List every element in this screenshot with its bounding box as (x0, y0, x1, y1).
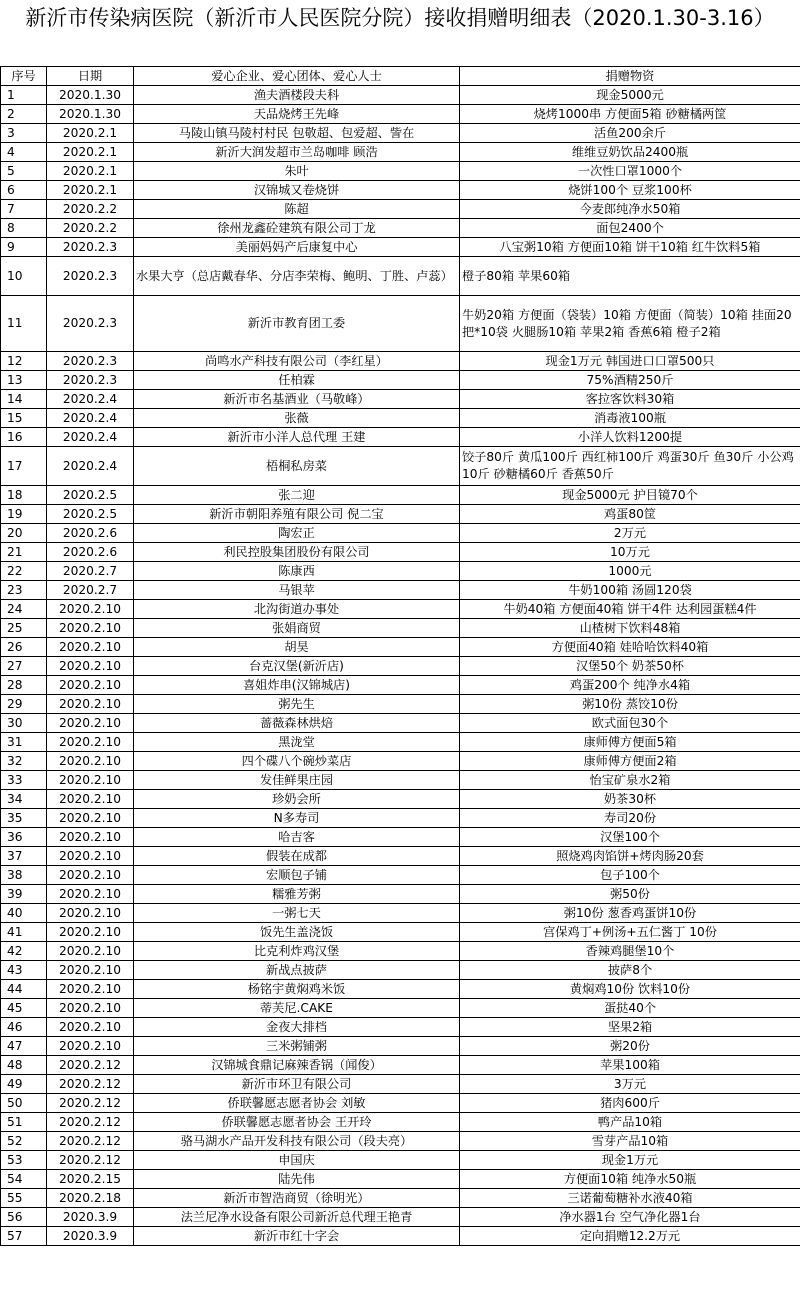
row-items: 1000元 (460, 562, 800, 581)
row-items: 包子100个 (460, 866, 800, 885)
row-donor: 渔夫酒楼段夫科 (134, 86, 460, 105)
row-items: 方便面40箱 娃哈哈饮料40箱 (460, 638, 800, 657)
row-index: 22 (1, 562, 47, 581)
row-items: 现金1万元 韩国进口口罩500只 (460, 352, 800, 371)
row-donor: 黑泷堂 (134, 733, 460, 752)
table-row (1, 390, 800, 409)
row-items: 三诺葡萄糖补水液40箱 (460, 1189, 800, 1208)
table-row (1, 181, 800, 200)
row-index: 14 (1, 390, 47, 409)
row-index: 35 (1, 809, 47, 828)
row-items: 鸭产品10箱 (460, 1113, 800, 1132)
row-donor: 梧桐私房菜 (134, 447, 460, 486)
row-index: 54 (1, 1170, 47, 1189)
table-row (1, 847, 800, 866)
row-donor: 申国庆 (134, 1151, 460, 1170)
row-index: 7 (1, 200, 47, 219)
row-index: 18 (1, 486, 47, 505)
table-row (1, 1075, 800, 1094)
row-donor: 新沂市智浩商贸（徐明光） (134, 1189, 460, 1208)
row-items: 猪肉600斤 (460, 1094, 800, 1113)
row-index: 17 (1, 447, 47, 486)
row-donor: 北沟街道办事处 (134, 600, 460, 619)
row-index: 41 (1, 923, 47, 942)
row-date: 2020.2.10 (47, 1037, 134, 1056)
row-items: 客拉客饮料30箱 (460, 390, 800, 409)
row-donor: 糯雅芳粥 (134, 885, 460, 904)
table-row (1, 714, 800, 733)
row-items: 10万元 (460, 543, 800, 562)
page-title: 新沂市传染病医院（新沂市人民医院分院）接收捐赠明细表（2020.1.30-3.16） (25, 6, 775, 30)
row-donor: 金夜大排档 (134, 1018, 460, 1037)
row-items: 蛋挞40个 (460, 999, 800, 1018)
row-index: 34 (1, 790, 47, 809)
row-donor: 天品烧烤王先峰 (134, 105, 460, 124)
table-row (1, 1056, 800, 1075)
table-row (1, 733, 800, 752)
row-date: 2020.2.6 (47, 543, 134, 562)
row-date: 2020.2.1 (47, 162, 134, 181)
table-row (1, 143, 800, 162)
row-items: 小洋人饮料1200提 (460, 428, 800, 447)
table-row (1, 942, 800, 961)
row-index: 43 (1, 961, 47, 980)
row-date: 2020.2.4 (47, 428, 134, 447)
row-donor: 四个碟八个碗炒菜店 (134, 752, 460, 771)
row-items: 现金5000元 护目镜70个 (460, 486, 800, 505)
row-items: 粥50份 (460, 885, 800, 904)
row-donor: 新沂市红十字会 (134, 1227, 460, 1246)
row-index: 2 (1, 105, 47, 124)
table-row (1, 124, 800, 143)
header-donor: 爱心企业、爱心团体、爱心人士 (134, 67, 460, 86)
row-index: 26 (1, 638, 47, 657)
row-donor: 徐州龙鑫砼建筑有限公司丁龙 (134, 219, 460, 238)
table-row (1, 866, 800, 885)
row-date: 2020.2.1 (47, 181, 134, 200)
table-row (1, 1037, 800, 1056)
row-items: 雪芽产品10箱 (460, 1132, 800, 1151)
row-index: 19 (1, 505, 47, 524)
row-index: 10 (1, 257, 47, 296)
row-date: 2020.2.12 (47, 1113, 134, 1132)
row-index: 36 (1, 828, 47, 847)
row-donor: 法兰尼净水设备有限公司新沂总代理王艳青 (134, 1208, 460, 1227)
row-items: 烧饼100个 豆浆100杯 (460, 181, 800, 200)
row-index: 20 (1, 524, 47, 543)
table-row (1, 657, 800, 676)
table-row (1, 447, 800, 486)
table-row (1, 980, 800, 999)
table-header-row (1, 67, 800, 86)
row-index: 56 (1, 1208, 47, 1227)
row-donor: 侨联馨愿志愿者协会 刘敏 (134, 1094, 460, 1113)
row-donor: 新沂市名基酒业（马敬峰） (134, 390, 460, 409)
row-index: 3 (1, 124, 47, 143)
row-index: 31 (1, 733, 47, 752)
donation-table (0, 66, 800, 1246)
row-items: 八宝粥10箱 方便面10箱 饼干10箱 红牛饮料5箱 (460, 238, 800, 257)
row-index: 33 (1, 771, 47, 790)
row-donor: 张二迎 (134, 486, 460, 505)
table-row (1, 238, 800, 257)
row-items: 粥10份 蒸饺10份 (460, 695, 800, 714)
row-items: 今麦郎纯净水50箱 (460, 200, 800, 219)
row-date: 2020.2.10 (47, 942, 134, 961)
row-donor: 尚鸣水产科技有限公司（李红星） (134, 352, 460, 371)
table-row (1, 505, 800, 524)
row-date: 2020.2.1 (47, 124, 134, 143)
row-items: 面包2400个 (460, 219, 800, 238)
row-index: 38 (1, 866, 47, 885)
row-donor: 珍奶会所 (134, 790, 460, 809)
table-row (1, 676, 800, 695)
row-index: 30 (1, 714, 47, 733)
row-index: 1 (1, 86, 47, 105)
row-donor: 张娟商贸 (134, 619, 460, 638)
row-index: 12 (1, 352, 47, 371)
row-donor: 美丽妈妈产后康复中心 (134, 238, 460, 257)
row-donor: 汉锦城食鼎记麻辣香锅（闻俊） (134, 1056, 460, 1075)
row-donor: 朱叶 (134, 162, 460, 181)
table-row (1, 1170, 800, 1189)
table-row (1, 1094, 800, 1113)
row-date: 2020.2.2 (47, 200, 134, 219)
row-items: 鸡蛋200个 纯净水4箱 (460, 676, 800, 695)
row-index: 5 (1, 162, 47, 181)
row-donor: 喜姐炸串(汉锦城店) (134, 676, 460, 695)
header-date: 日期 (47, 67, 134, 86)
table-row (1, 619, 800, 638)
row-donor: 比克利炸鸡汉堡 (134, 942, 460, 961)
row-index: 27 (1, 657, 47, 676)
row-date: 2020.2.10 (47, 847, 134, 866)
row-index: 47 (1, 1037, 47, 1056)
row-date: 2020.2.18 (47, 1189, 134, 1208)
row-date: 2020.2.6 (47, 524, 134, 543)
row-donor: 一粥七天 (134, 904, 460, 923)
row-date: 2020.2.10 (47, 1018, 134, 1037)
table-row (1, 86, 800, 105)
row-date: 2020.2.12 (47, 1056, 134, 1075)
row-items: 照烧鸡肉馅饼+烤肉肠20套 (460, 847, 800, 866)
row-donor: 杨铭宇黄焖鸡米饭 (134, 980, 460, 999)
row-index: 44 (1, 980, 47, 999)
row-date: 2020.2.7 (47, 562, 134, 581)
row-date: 2020.2.10 (47, 638, 134, 657)
row-index: 45 (1, 999, 47, 1018)
row-donor: 张薇 (134, 409, 460, 428)
row-donor: 新战点披萨 (134, 961, 460, 980)
table-row (1, 1151, 800, 1170)
row-index: 49 (1, 1075, 47, 1094)
row-index: 25 (1, 619, 47, 638)
row-items: 消毒液100瓶 (460, 409, 800, 428)
row-date: 2020.2.10 (47, 866, 134, 885)
row-date: 2020.2.4 (47, 409, 134, 428)
row-index: 8 (1, 219, 47, 238)
row-date: 2020.2.12 (47, 1075, 134, 1094)
row-items: 粥20份 (460, 1037, 800, 1056)
row-date: 2020.2.10 (47, 885, 134, 904)
row-date: 2020.2.10 (47, 695, 134, 714)
row-index: 46 (1, 1018, 47, 1037)
row-date: 2020.2.5 (47, 486, 134, 505)
row-items: 牛奶100箱 汤圆120袋 (460, 581, 800, 600)
row-donor: 宏顺包子铺 (134, 866, 460, 885)
row-date: 2020.2.5 (47, 505, 134, 524)
row-donor: 新沂市教育团工委 (134, 296, 460, 352)
row-date: 2020.2.12 (47, 1094, 134, 1113)
row-items: 汉堡50个 奶茶50杯 (460, 657, 800, 676)
row-date: 2020.2.10 (47, 771, 134, 790)
row-date: 2020.3.9 (47, 1227, 134, 1246)
row-items: 康师傅方便面5箱 (460, 733, 800, 752)
row-index: 11 (1, 296, 47, 352)
row-donor: 新沂市小洋人总代理 王建 (134, 428, 460, 447)
header-items: 捐赠物资 (460, 67, 800, 86)
table-row (1, 600, 800, 619)
table-row (1, 961, 800, 980)
table-row (1, 162, 800, 181)
row-items: 一次性口罩1000个 (460, 162, 800, 181)
row-date: 2020.2.12 (47, 1132, 134, 1151)
row-items: 2万元 (460, 524, 800, 543)
row-donor: 汉锦城又卷烧饼 (134, 181, 460, 200)
row-items: 烧烤1000串 方便面5箱 砂糖橘两筐 (460, 105, 800, 124)
row-index: 24 (1, 600, 47, 619)
row-index: 28 (1, 676, 47, 695)
row-items: 维维豆奶饮品2400瓶 (460, 143, 800, 162)
table-row (1, 219, 800, 238)
row-donor: 新沂市环卫有限公司 (134, 1075, 460, 1094)
row-items: 饺子80斤 黄瓜100斤 西红柿100斤 鸡蛋30斤 鱼30斤 小公鸡10斤 砂糖橘60斤 香蕉50斤 (460, 447, 800, 486)
row-date: 2020.2.10 (47, 904, 134, 923)
table-row (1, 923, 800, 942)
row-date: 2020.1.30 (47, 105, 134, 124)
table-row (1, 999, 800, 1018)
row-index: 9 (1, 238, 47, 257)
row-donor: 三米粥铺粥 (134, 1037, 460, 1056)
row-items: 橙子80箱 苹果60箱 (460, 257, 800, 296)
row-date: 2020.2.10 (47, 600, 134, 619)
row-items: 牛奶40箱 方便面40箱 饼干4件 达利园蛋糕4件 (460, 600, 800, 619)
row-items: 3万元 (460, 1075, 800, 1094)
row-index: 16 (1, 428, 47, 447)
row-index: 6 (1, 181, 47, 200)
row-donor: 新沂市朝阳养殖有限公司 倪二宝 (134, 505, 460, 524)
row-items: 寿司20份 (460, 809, 800, 828)
table-row (1, 257, 800, 296)
row-donor: 陈康西 (134, 562, 460, 581)
row-donor: 新沂大润发超市兰岛咖啡 顾浩 (134, 143, 460, 162)
row-donor: 马银苹 (134, 581, 460, 600)
table-row (1, 428, 800, 447)
row-date: 2020.2.10 (47, 923, 134, 942)
table-row (1, 543, 800, 562)
row-date: 2020.2.3 (47, 296, 134, 352)
table-row (1, 904, 800, 923)
row-index: 52 (1, 1132, 47, 1151)
table-row (1, 828, 800, 847)
row-items: 鸡蛋80筐 (460, 505, 800, 524)
table-row (1, 790, 800, 809)
row-date: 2020.2.4 (47, 447, 134, 486)
table-row (1, 524, 800, 543)
row-donor: 发佳鲜果庄园 (134, 771, 460, 790)
table-row (1, 486, 800, 505)
table-row (1, 695, 800, 714)
row-index: 23 (1, 581, 47, 600)
table-row (1, 1018, 800, 1037)
row-date: 2020.2.1 (47, 143, 134, 162)
row-index: 57 (1, 1227, 47, 1246)
row-donor: 陶宏正 (134, 524, 460, 543)
table-row (1, 371, 800, 390)
row-items: 奶茶30杯 (460, 790, 800, 809)
row-index: 32 (1, 752, 47, 771)
row-index: 42 (1, 942, 47, 961)
row-date: 2020.2.3 (47, 352, 134, 371)
row-date: 2020.2.15 (47, 1170, 134, 1189)
row-items: 现金1万元 (460, 1151, 800, 1170)
table-row (1, 638, 800, 657)
row-index: 48 (1, 1056, 47, 1075)
row-items: 坚果2箱 (460, 1018, 800, 1037)
table-row (1, 1227, 800, 1246)
table-row (1, 1189, 800, 1208)
row-index: 53 (1, 1151, 47, 1170)
row-donor: N多寿司 (134, 809, 460, 828)
row-donor: 蔷薇森林烘焙 (134, 714, 460, 733)
row-donor: 陆先伟 (134, 1170, 460, 1189)
row-date: 2020.2.10 (47, 828, 134, 847)
row-donor: 水果大亨（总店戴春华、分店李荣梅、鲍明、丁胜、卢蕊） (134, 257, 460, 296)
row-donor: 任柏霖 (134, 371, 460, 390)
row-items: 汉堡100个 (460, 828, 800, 847)
row-index: 15 (1, 409, 47, 428)
row-items: 苹果100箱 (460, 1056, 800, 1075)
table-row (1, 200, 800, 219)
row-date: 2020.2.3 (47, 238, 134, 257)
row-donor: 侨联馨愿志愿者协会 王开玲 (134, 1113, 460, 1132)
table-row (1, 885, 800, 904)
row-items: 活鱼200余斤 (460, 124, 800, 143)
table-row (1, 409, 800, 428)
row-donor: 马陵山镇马陵村村民 包敬超、包爱超、訾在 (134, 124, 460, 143)
row-donor: 蒂芙尼.CAKE (134, 999, 460, 1018)
row-date: 2020.2.10 (47, 961, 134, 980)
row-donor: 利民控股集团股份有限公司 (134, 543, 460, 562)
row-index: 51 (1, 1113, 47, 1132)
row-index: 37 (1, 847, 47, 866)
table-row (1, 771, 800, 790)
row-date: 2020.2.3 (47, 257, 134, 296)
row-date: 2020.2.10 (47, 790, 134, 809)
table-row (1, 1132, 800, 1151)
row-donor: 陈超 (134, 200, 460, 219)
row-items: 75%酒精250斤 (460, 371, 800, 390)
table-row (1, 581, 800, 600)
row-donor: 骆马湖水产品开发科技有限公司（段夫亮） (134, 1132, 460, 1151)
row-donor: 胡昊 (134, 638, 460, 657)
row-date: 2020.2.12 (47, 1151, 134, 1170)
table-row (1, 296, 800, 352)
row-donor: 粥先生 (134, 695, 460, 714)
row-donor: 台克汉堡(新沂店) (134, 657, 460, 676)
row-date: 2020.2.10 (47, 714, 134, 733)
row-items: 香辣鸡腿堡10个 (460, 942, 800, 961)
row-items: 康师傅方便面2箱 (460, 752, 800, 771)
row-index: 40 (1, 904, 47, 923)
row-items: 披萨8个 (460, 961, 800, 980)
row-index: 21 (1, 543, 47, 562)
table-row (1, 809, 800, 828)
row-items: 牛奶20箱 方便面（袋装）10箱 方便面（简装）10箱 挂面20把*10袋 火腿肠10箱 苹果2箱 香蕉6箱 橙子2箱 (460, 296, 800, 352)
row-date: 2020.2.10 (47, 619, 134, 638)
table-row (1, 1208, 800, 1227)
row-donor: 假装在成都 (134, 847, 460, 866)
row-items: 宫保鸡丁+例汤+五仁酱丁 10份 (460, 923, 800, 942)
table-row (1, 352, 800, 371)
table-row (1, 1113, 800, 1132)
row-index: 4 (1, 143, 47, 162)
row-items: 欧式面包30个 (460, 714, 800, 733)
row-items: 现金5000元 (460, 86, 800, 105)
row-items: 粥10份 葱香鸡蛋饼10份 (460, 904, 800, 923)
row-date: 2020.2.10 (47, 752, 134, 771)
row-items: 定向捐赠12.2万元 (460, 1227, 800, 1246)
table-row (1, 752, 800, 771)
row-date: 2020.2.7 (47, 581, 134, 600)
row-date: 2020.2.10 (47, 733, 134, 752)
row-date: 2020.2.10 (47, 999, 134, 1018)
row-items: 净水器1台 空气净化器1台 (460, 1208, 800, 1227)
row-index: 50 (1, 1094, 47, 1113)
row-items: 黄焖鸡10份 饮料10份 (460, 980, 800, 999)
row-date: 2020.2.10 (47, 980, 134, 999)
row-donor: 饭先生盖浇饭 (134, 923, 460, 942)
row-index: 55 (1, 1189, 47, 1208)
row-items: 方便面10箱 纯净水50瓶 (460, 1170, 800, 1189)
row-index: 29 (1, 695, 47, 714)
row-date: 2020.2.10 (47, 657, 134, 676)
row-date: 2020.2.10 (47, 809, 134, 828)
row-index: 39 (1, 885, 47, 904)
row-date: 2020.1.30 (47, 86, 134, 105)
row-date: 2020.2.10 (47, 676, 134, 695)
row-date: 2020.2.2 (47, 219, 134, 238)
row-index: 13 (1, 371, 47, 390)
row-date: 2020.2.3 (47, 371, 134, 390)
row-items: 山楂树下饮料48箱 (460, 619, 800, 638)
table-row (1, 562, 800, 581)
table-row (1, 105, 800, 124)
row-donor: 哈吉客 (134, 828, 460, 847)
row-date: 2020.3.9 (47, 1208, 134, 1227)
row-items: 怡宝矿泉水2箱 (460, 771, 800, 790)
row-date: 2020.2.4 (47, 390, 134, 409)
header-index: 序号 (1, 67, 47, 86)
